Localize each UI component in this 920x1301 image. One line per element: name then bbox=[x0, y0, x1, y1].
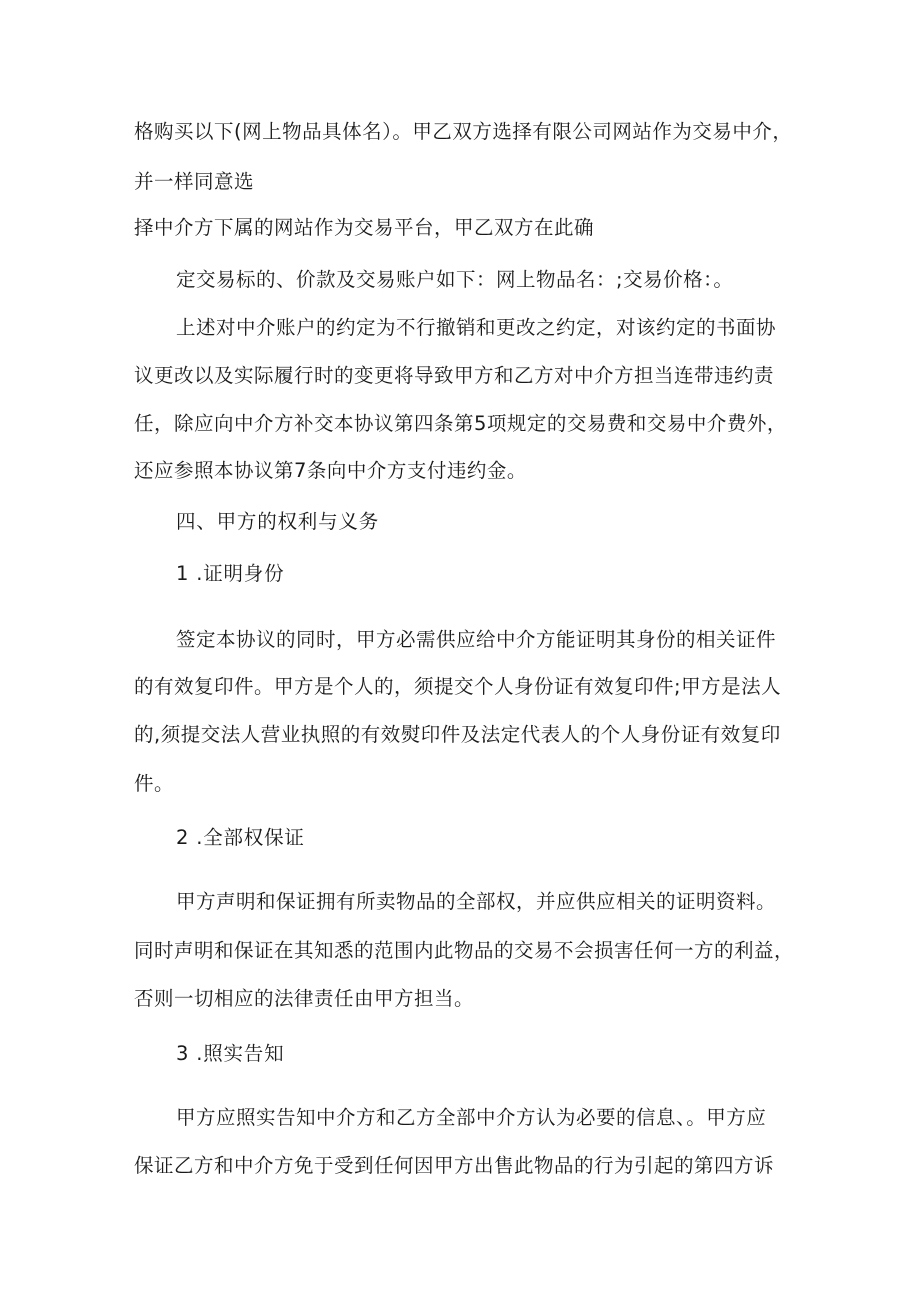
paragraph-line: 任，除应向中介方补交本协议第四条第5项规定的交易费和交易中介费外， bbox=[134, 412, 787, 435]
paragraph-line: 否则一切相应的法律责任由甲方担当。 bbox=[134, 987, 475, 1010]
paragraph-line: 格购买以下(网上物品具体名）。甲乙双方选择有限公司网站作为交易中介， bbox=[134, 120, 793, 143]
paragraph-line: 件。 bbox=[134, 772, 175, 795]
subsection-heading: 1 .证明身份 bbox=[176, 562, 285, 585]
section-heading: 四、甲方的权利与义务 bbox=[176, 510, 380, 533]
paragraph-line: 的,须提交法人营业执照的有效熨印件及法定代表人的个人身份证有效复印 bbox=[134, 723, 781, 746]
paragraph-line: 并一样同意选 bbox=[134, 170, 255, 193]
paragraph-line: 甲方应照实告知中介方和乙方全部中介方认为必要的信息、。甲方应 bbox=[176, 1106, 767, 1129]
paragraph-line: 同时声明和保证在其知悉的范围内此物品的交易不会损害任何一方的利益， bbox=[134, 939, 795, 962]
subsection-heading: 3 .照实告知 bbox=[176, 1042, 285, 1065]
paragraph-line: 择中介方下属的网站作为交易平台，甲乙双方在此确 bbox=[134, 216, 595, 239]
subsection-heading: 2 .全部权保证 bbox=[176, 826, 305, 849]
paragraph-line: 的有效复印件。甲方是个人的，须提交个人身份证有效复印件;甲方是法人 bbox=[134, 675, 782, 698]
paragraph-line: 还应参照本协议第7条向中介方支付违约金。 bbox=[134, 459, 527, 482]
paragraph-line: 保证乙方和中介方免于受到任何因甲方出售此物品的行为引起的第四方诉 bbox=[134, 1154, 775, 1177]
paragraph-line: 甲方声明和保证拥有所卖物品的全部权，并应供应相关的证明资料。 bbox=[176, 890, 777, 913]
paragraph-line: 签定本协议的同时，甲方必需供应给中介方能证明其身份的相关证件 bbox=[176, 628, 777, 651]
paragraph-line: 议更改以及实际履行时的变更将导致甲方和乙方对中介方担当连带违约责 bbox=[134, 364, 775, 387]
paragraph-line: 上述对中介账户的约定为不行撤销和更改之约定，对该约定的书面协 bbox=[176, 316, 777, 339]
paragraph-line: 定交易标的、价款及交易账户如下：网上物品名：;交易价格：。 bbox=[176, 268, 734, 291]
